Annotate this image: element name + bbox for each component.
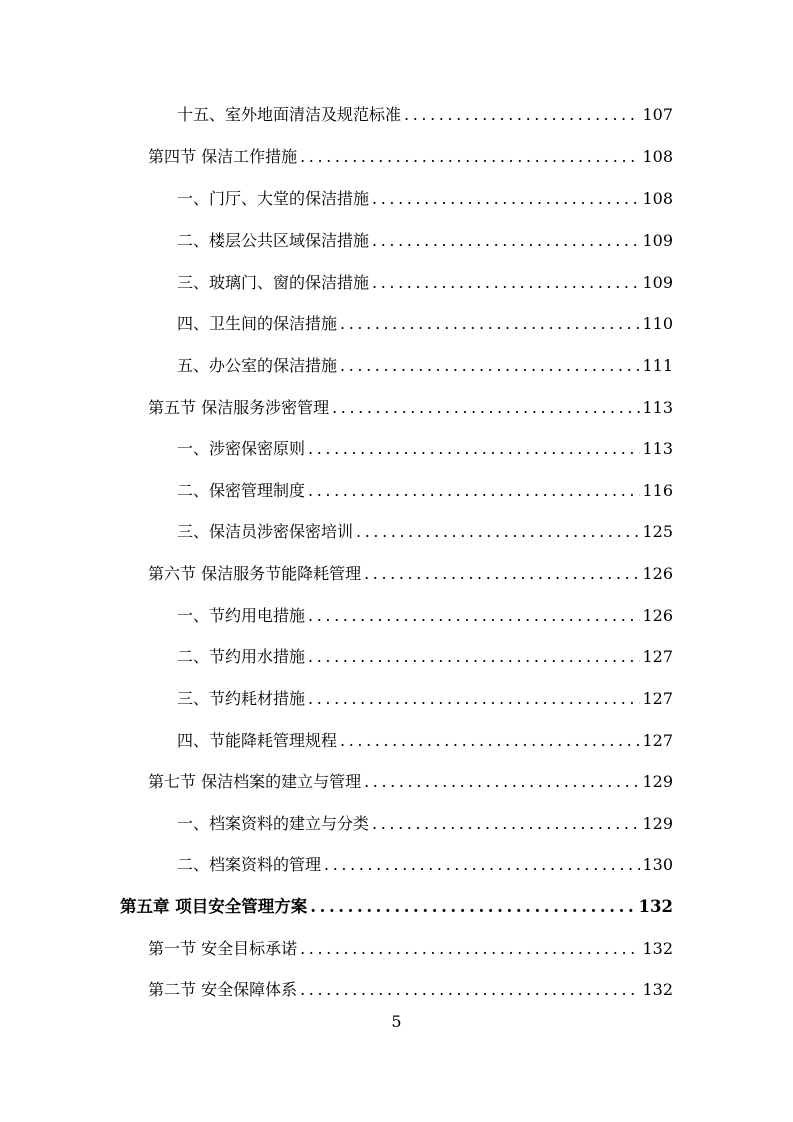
- toc-entry-page: 127: [642, 689, 673, 708]
- toc-entry-title: 第六节 保洁服务节能降耗管理: [148, 564, 362, 583]
- toc-entry[interactable]: [177, 601, 673, 631]
- toc-dot-leader: [340, 726, 640, 756]
- toc-entry-page: 107: [642, 105, 673, 124]
- toc-dot-leader: [356, 517, 640, 547]
- toc-entry-title: 一、档案资料的建立与分类: [177, 814, 370, 833]
- toc-entry-page: 108: [642, 189, 673, 208]
- toc-entry[interactable]: [148, 393, 673, 423]
- toc-entry-page: 130: [642, 855, 673, 874]
- toc-dot-leader: [332, 393, 640, 423]
- toc-dot-leader: [310, 892, 636, 922]
- toc-dot-leader: [308, 642, 640, 672]
- toc-entry[interactable]: [177, 351, 673, 381]
- toc-dot-leader: [340, 351, 640, 381]
- toc-dot-leader: [308, 476, 640, 506]
- toc-entry-page: 116: [642, 481, 673, 500]
- toc-entry-page: 113: [642, 439, 673, 458]
- toc-entry[interactable]: [177, 642, 673, 672]
- toc-entry-page: 110: [642, 314, 673, 333]
- toc-entry-page: 132: [642, 939, 673, 958]
- toc-entry-page: 127: [642, 731, 673, 750]
- toc-entry-title: 二、节约用水措施: [177, 647, 306, 666]
- toc-dot-leader: [324, 850, 640, 880]
- toc-entry-title: 三、节约耗材措施: [177, 689, 306, 708]
- toc-dot-leader: [300, 934, 640, 964]
- toc-entry-page: 126: [642, 606, 673, 625]
- toc-entry[interactable]: [177, 268, 673, 298]
- toc-dot-leader: [364, 767, 640, 797]
- toc-entry[interactable]: [177, 726, 673, 756]
- toc-entry-page: 132: [642, 980, 673, 999]
- toc-entry[interactable]: [177, 476, 673, 506]
- toc-entry[interactable]: [177, 184, 673, 214]
- toc-entry-page: 126: [642, 564, 673, 583]
- toc-entry[interactable]: [177, 434, 673, 464]
- toc-entry-page: 125: [642, 522, 673, 541]
- toc-entry-page: 127: [642, 647, 673, 666]
- toc-entry[interactable]: [177, 226, 673, 256]
- toc-entry-page: 113: [642, 398, 673, 417]
- toc-dot-leader: [372, 268, 640, 298]
- toc-entry-title: 第七节 保洁档案的建立与管理: [148, 772, 362, 791]
- toc-dot-leader: [372, 226, 640, 256]
- toc-entry-title: 三、保洁员涉密保密培训: [177, 522, 354, 541]
- toc-entry[interactable]: [177, 850, 673, 880]
- toc-entry-page: 108: [642, 147, 673, 166]
- toc-entry-title: 五、办公室的保洁措施: [177, 356, 338, 375]
- toc-entry-title: 二、保密管理制度: [177, 481, 306, 500]
- toc-entry-title: 第一节 安全目标承诺: [148, 939, 298, 958]
- toc-entry-title: 四、节能降耗管理规程: [177, 731, 338, 750]
- toc-entry[interactable]: [148, 767, 673, 797]
- toc-dot-leader: [308, 601, 640, 631]
- toc-chapter-entry[interactable]: [120, 892, 673, 922]
- toc-entry-page: 129: [642, 772, 673, 791]
- toc-dot-leader: [300, 142, 640, 172]
- toc-entry[interactable]: [148, 975, 673, 1005]
- page-number: 5: [391, 1012, 402, 1031]
- toc-entry-page: 109: [642, 273, 673, 292]
- toc-entry[interactable]: [177, 517, 673, 547]
- toc-dot-leader: [372, 809, 640, 839]
- toc-dot-leader: [364, 559, 640, 589]
- toc-entry-page: 129: [642, 814, 673, 833]
- toc-entry-title: 第四节 保洁工作措施: [148, 147, 298, 166]
- toc-entry-title: 四、卫生间的保洁措施: [177, 314, 338, 333]
- toc-dot-leader: [372, 184, 640, 214]
- toc-dot-leader: [308, 684, 640, 714]
- toc-entry[interactable]: [177, 809, 673, 839]
- toc-entry-page: 111: [642, 356, 673, 375]
- toc-entry[interactable]: [148, 559, 673, 589]
- toc-entry-title: 二、档案资料的管理: [177, 855, 322, 874]
- toc-entry[interactable]: [148, 934, 673, 964]
- toc-entry-title: 第五章 项目安全管理方案: [120, 897, 308, 916]
- toc-dot-leader: [404, 100, 640, 130]
- toc-entry-title: 第二节 安全保障体系: [148, 980, 298, 999]
- toc-entry-title: 三、玻璃门、窗的保洁措施: [177, 273, 370, 292]
- toc-entry-title: 十五、室外地面清洁及规范标准: [177, 105, 402, 124]
- toc-entry-title: 一、涉密保密原则: [177, 439, 306, 458]
- toc-dot-leader: [340, 309, 640, 339]
- toc-entry[interactable]: [177, 684, 673, 714]
- toc-dot-leader: [308, 434, 640, 464]
- toc-entry[interactable]: [177, 309, 673, 339]
- toc-entry-title: 一、门厅、大堂的保洁措施: [177, 189, 370, 208]
- toc-entry[interactable]: [148, 142, 673, 172]
- toc-dot-leader: [300, 975, 640, 1005]
- toc-entry-page: 109: [642, 231, 673, 250]
- toc-entry-title: 一、节约用电措施: [177, 606, 306, 625]
- toc-entry-title: 第五节 保洁服务涉密管理: [148, 398, 330, 417]
- toc-entry-page: 132: [638, 897, 673, 916]
- toc-entry[interactable]: [177, 100, 673, 130]
- toc-entry-title: 二、楼层公共区域保洁措施: [177, 231, 370, 250]
